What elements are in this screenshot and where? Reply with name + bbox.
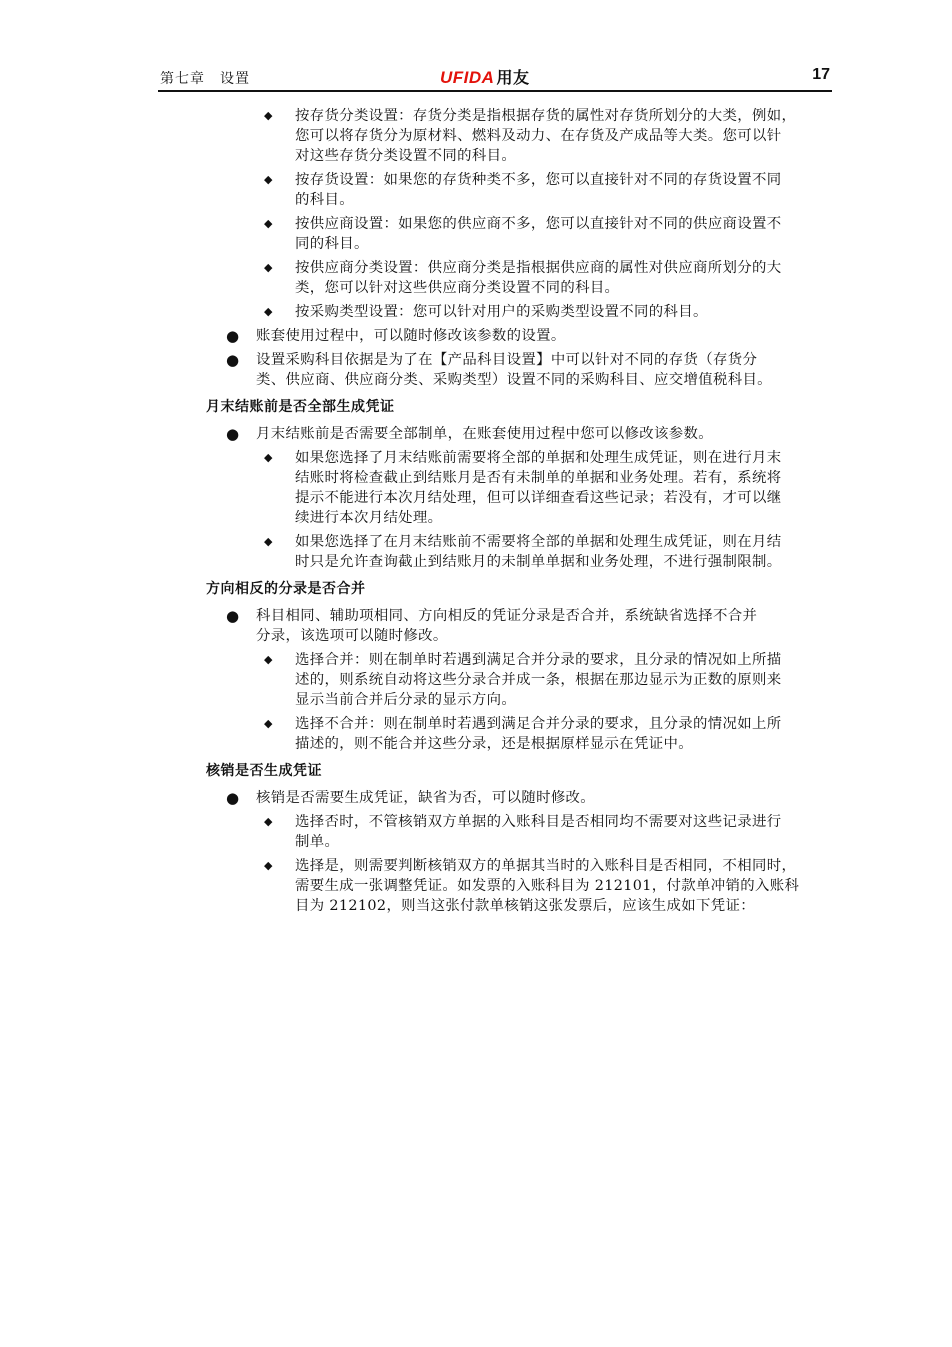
line-text: 续进行本次月结处理。 — [295, 510, 443, 526]
line-text: 结账时将检查截止到结账月是否有未制单的单据和业务处理。若有，系统将 — [295, 470, 782, 486]
sub-bullet-line — [0, 876, 952, 896]
bullet-line — [0, 626, 952, 646]
logo-chinese: 用友 — [496, 70, 530, 87]
sub-bullet-line — [0, 146, 952, 166]
diamond-bullet-icon: ◆ — [264, 859, 273, 872]
diamond-bullet-icon: ◆ — [264, 305, 273, 318]
sub-bullet-line — [0, 278, 952, 298]
round-bullet-icon: ● — [226, 351, 240, 369]
sub-bullet-line — [0, 812, 952, 832]
sub-bullet-line — [0, 650, 952, 670]
sub-bullet-line — [0, 258, 952, 278]
bullet-line — [0, 424, 952, 444]
sub-bullet-line — [0, 170, 952, 190]
sub-bullet-line — [0, 488, 952, 508]
line-text: 选择是，则需要判断核销双方的单据其当时的入账科目是否相同，不相同时， — [295, 858, 797, 874]
logo-brand: UFIDA — [440, 68, 495, 87]
heading-text: 月末结账前是否全部生成凭证 — [206, 399, 395, 415]
sub-bullet-line — [0, 734, 952, 754]
page-header — [158, 64, 832, 92]
line-text: 分录，该选项可以随时修改。 — [256, 628, 448, 644]
line-text: 时只是允许查询截止到结账月的未制单单据和业务处理，不进行强制限制。 — [295, 554, 782, 570]
sub-bullet-line — [0, 234, 952, 254]
diamond-bullet-icon: ◆ — [264, 217, 273, 230]
bullet-line — [0, 370, 952, 390]
spacer — [0, 916, 952, 920]
diamond-bullet-icon: ◆ — [264, 261, 273, 274]
bullet-line — [0, 606, 952, 626]
line-text: 述的，则系统自动将这些分录合并成一条，根据在那边显示为正数的原则来 — [295, 672, 782, 688]
section-heading — [0, 394, 952, 420]
diamond-bullet-icon: ◆ — [264, 815, 273, 828]
line-text: 制单。 — [295, 834, 340, 850]
line-text: 类、供应商、供应商分类、采购类型）设置不同的采购科目、应交增值税科目。 — [256, 372, 772, 388]
section-heading — [0, 758, 952, 784]
line-text: 按存货设置：如果您的存货种类不多，您可以直接针对不同的存货设置不同 — [295, 172, 782, 188]
page-number: 17 — [812, 66, 830, 83]
line-text: 类，您可以针对这些供应商分类设置不同的科目。 — [295, 280, 620, 296]
line-text: 按供应商设置：如果您的供应商不多，您可以直接针对不同的供应商设置不 — [295, 216, 782, 232]
sub-bullet-line — [0, 448, 952, 468]
line-text: 选择否时，不管核销双方单据的入账科目是否相同均不需要对这些记录进行 — [295, 814, 782, 830]
line-text: 设置采购科目依据是为了在【产品科目设置】中可以针对不同的存货（存货分 — [256, 352, 758, 368]
diamond-bullet-icon: ◆ — [264, 451, 273, 464]
sub-bullet-line — [0, 190, 952, 210]
sub-bullet-line — [0, 532, 952, 552]
line-text: 按存货分类设置：存货分类是指根据存货的属性对存货所划分的大类，例如， — [295, 108, 797, 124]
line-text: 如果您选择了在月末结账前不需要将全部的单据和处理生成凭证，则在月结 — [295, 534, 782, 550]
line-text: 同的科目。 — [295, 236, 369, 252]
round-bullet-icon: ● — [226, 789, 240, 807]
sub-bullet-line — [0, 552, 952, 572]
line-text: 提示不能进行本次月结处理，但可以详细查看这些记录；若没有，才可以继 — [295, 490, 782, 506]
line-text: 按供应商分类设置：供应商分类是指根据供应商的属性对供应商所划分的大 — [295, 260, 782, 276]
line-text: 描述的，则不能合并这些分录，还是根据原样显示在凭证中。 — [295, 736, 693, 752]
line-text: 目为 212102，则当这张付款单核销这张发票后，应该生成如下凭证： — [295, 898, 755, 914]
bullet-line — [0, 326, 952, 346]
line-text: 选择不合并：则在制单时若遇到满足合并分录的要求，且分录的情况如上所 — [295, 716, 782, 732]
diamond-bullet-icon: ◆ — [264, 535, 273, 548]
section-heading — [0, 576, 952, 602]
chapter-title: 第七章 设置 — [160, 71, 250, 87]
sub-bullet-line — [0, 690, 952, 710]
sub-bullet-line — [0, 856, 952, 876]
bullet-line — [0, 788, 952, 808]
diamond-bullet-icon: ◆ — [264, 173, 273, 186]
sub-bullet-line — [0, 302, 952, 322]
sub-bullet-line — [0, 896, 952, 916]
line-text: 显示当前合并后分录的显示方向。 — [295, 692, 517, 708]
heading-text: 方向相反的分录是否合并 — [206, 581, 366, 597]
sub-bullet-line — [0, 106, 952, 126]
round-bullet-icon: ● — [226, 327, 240, 345]
line-text: 选择合并：则在制单时若遇到满足合并分录的要求，且分录的情况如上所描 — [295, 652, 782, 668]
sub-bullet-line — [0, 714, 952, 734]
line-text: 账套使用过程中，可以随时修改该参数的设置。 — [256, 328, 566, 344]
sub-bullet-line — [0, 468, 952, 488]
sub-bullet-line — [0, 126, 952, 146]
line-text: 需要生成一张调整凭证。如发票的入账科目为 212101，付款单冲销的入账科 — [295, 878, 800, 894]
line-text: 对这些存货分类设置不同的科目。 — [295, 148, 517, 164]
sub-bullet-line — [0, 670, 952, 690]
line-text: 核销是否需要生成凭证，缺省为否，可以随时修改。 — [256, 790, 596, 806]
line-text: 的科目。 — [295, 192, 354, 208]
bullet-line — [0, 350, 952, 370]
document-body — [0, 106, 952, 920]
line-text: 如果您选择了月末结账前需要将全部的单据和处理生成凭证，则在进行月末 — [295, 450, 782, 466]
sub-bullet-line — [0, 832, 952, 852]
diamond-bullet-icon: ◆ — [264, 653, 273, 666]
line-text: 您可以将存货分为原材料、燃料及动力、在存货及产成品等大类。您可以针 — [295, 128, 782, 144]
line-text: 月末结账前是否需要全部制单，在账套使用过程中您可以修改该参数。 — [256, 426, 713, 442]
sub-bullet-line — [0, 214, 952, 234]
diamond-bullet-icon: ◆ — [264, 717, 273, 730]
heading-text: 核销是否生成凭证 — [206, 763, 322, 779]
round-bullet-icon: ● — [226, 607, 240, 625]
diamond-bullet-icon: ◆ — [264, 109, 273, 122]
round-bullet-icon: ● — [226, 425, 240, 443]
sub-bullet-line — [0, 508, 952, 528]
line-text: 按采购类型设置：您可以针对用户的采购类型设置不同的科目。 — [295, 304, 708, 320]
line-text: 科目相同、辅助项相同、方向相反的凭证分录是否合并，系统缺省选择不合并 — [256, 608, 758, 624]
ufida-logo — [440, 65, 529, 88]
